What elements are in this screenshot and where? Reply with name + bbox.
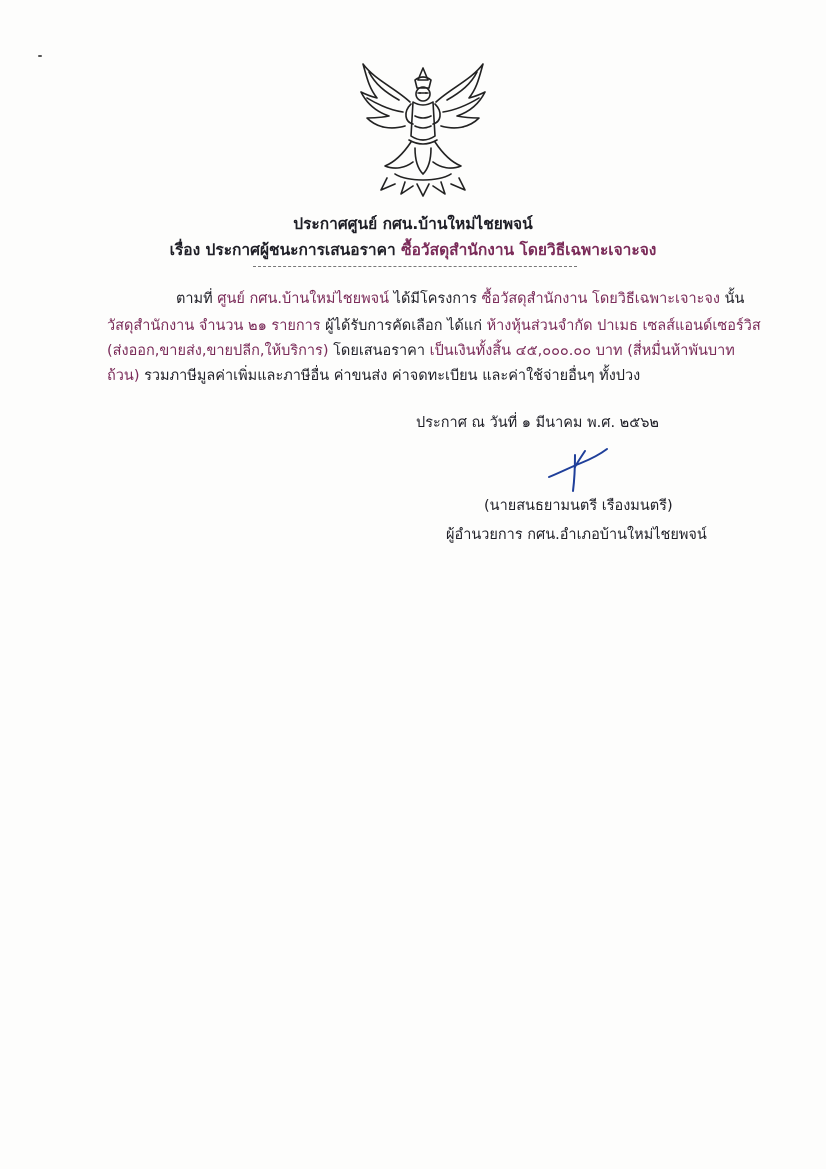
- title-divider: [253, 266, 577, 267]
- signatory-name: (นายสนธยามนตรี เรืองมนตรี): [484, 498, 673, 514]
- body-line-2: [107, 314, 761, 337]
- winner-business-type: (ส่งออก,ขายส่ง,ขายปลีก,ให้บริการ): [107, 343, 329, 359]
- body-text: รวมภาษีมูลค่าเพิ่มและภาษีอื่น ค่าขนส่ง ค่าจดทะเบียน และค่าใช้จ่ายอื่นๆ ทั้งปวง: [139, 368, 641, 384]
- item-quantity: วัสดุสำนักงาน จำนวน ๒๑ รายการ: [107, 318, 321, 334]
- body-text: ได้มีโครงการ: [389, 291, 482, 307]
- announcement-subject: [0, 237, 826, 262]
- body-text: นั้น: [720, 291, 745, 307]
- signatory-position: ผู้อำนวยการ กศน.อำเภอบ้านใหม่ไชยพจน์: [446, 527, 707, 543]
- announcement-date: ประกาศ ณ วันที่ ๑ มีนาคม พ.ศ. ๒๕๖๒: [416, 415, 659, 431]
- body-line-1: [176, 287, 744, 310]
- body-line-3: [107, 339, 735, 362]
- body-text: ตามที่: [176, 291, 218, 307]
- body-line-4: [107, 364, 640, 387]
- announcement-title: ประกาศศูนย์ กศน.บ้านใหม่ไชยพจน์: [293, 215, 533, 233]
- scan-speck: [38, 55, 42, 57]
- subject-item: ซื้อวัสดุสำนักงาน โดยวิธีเฉพาะเจาะจง: [401, 241, 657, 259]
- winner-name: ห้างหุ้นส่วนจำกัด ปาเมธ เซลส์แอนด์เซอร์วิส: [486, 318, 761, 334]
- handwritten-signature: [545, 447, 615, 493]
- body-text: ผู้ได้รับการคัดเลือก ได้แก่: [320, 318, 487, 334]
- center-name: ศูนย์ กศน.บ้านใหม่ไชยพจน์: [217, 291, 390, 307]
- subject-prefix: เรื่อง ประกาศผู้ชนะการเสนอราคา: [169, 241, 396, 259]
- bid-amount-end: ถ้วน): [107, 368, 140, 384]
- garuda-emblem-icon: [355, 58, 491, 198]
- bid-amount: เป็นเงินทั้งสิ้น ๔๕,๐๐๐.๐๐ บาท (สี่หมื่นห้าพันบาท: [429, 343, 735, 359]
- body-text: โดยเสนอราคา: [328, 343, 430, 359]
- project-name: ซื้อวัสดุสำนักงาน โดยวิธีเฉพาะเจาะจง: [481, 291, 720, 307]
